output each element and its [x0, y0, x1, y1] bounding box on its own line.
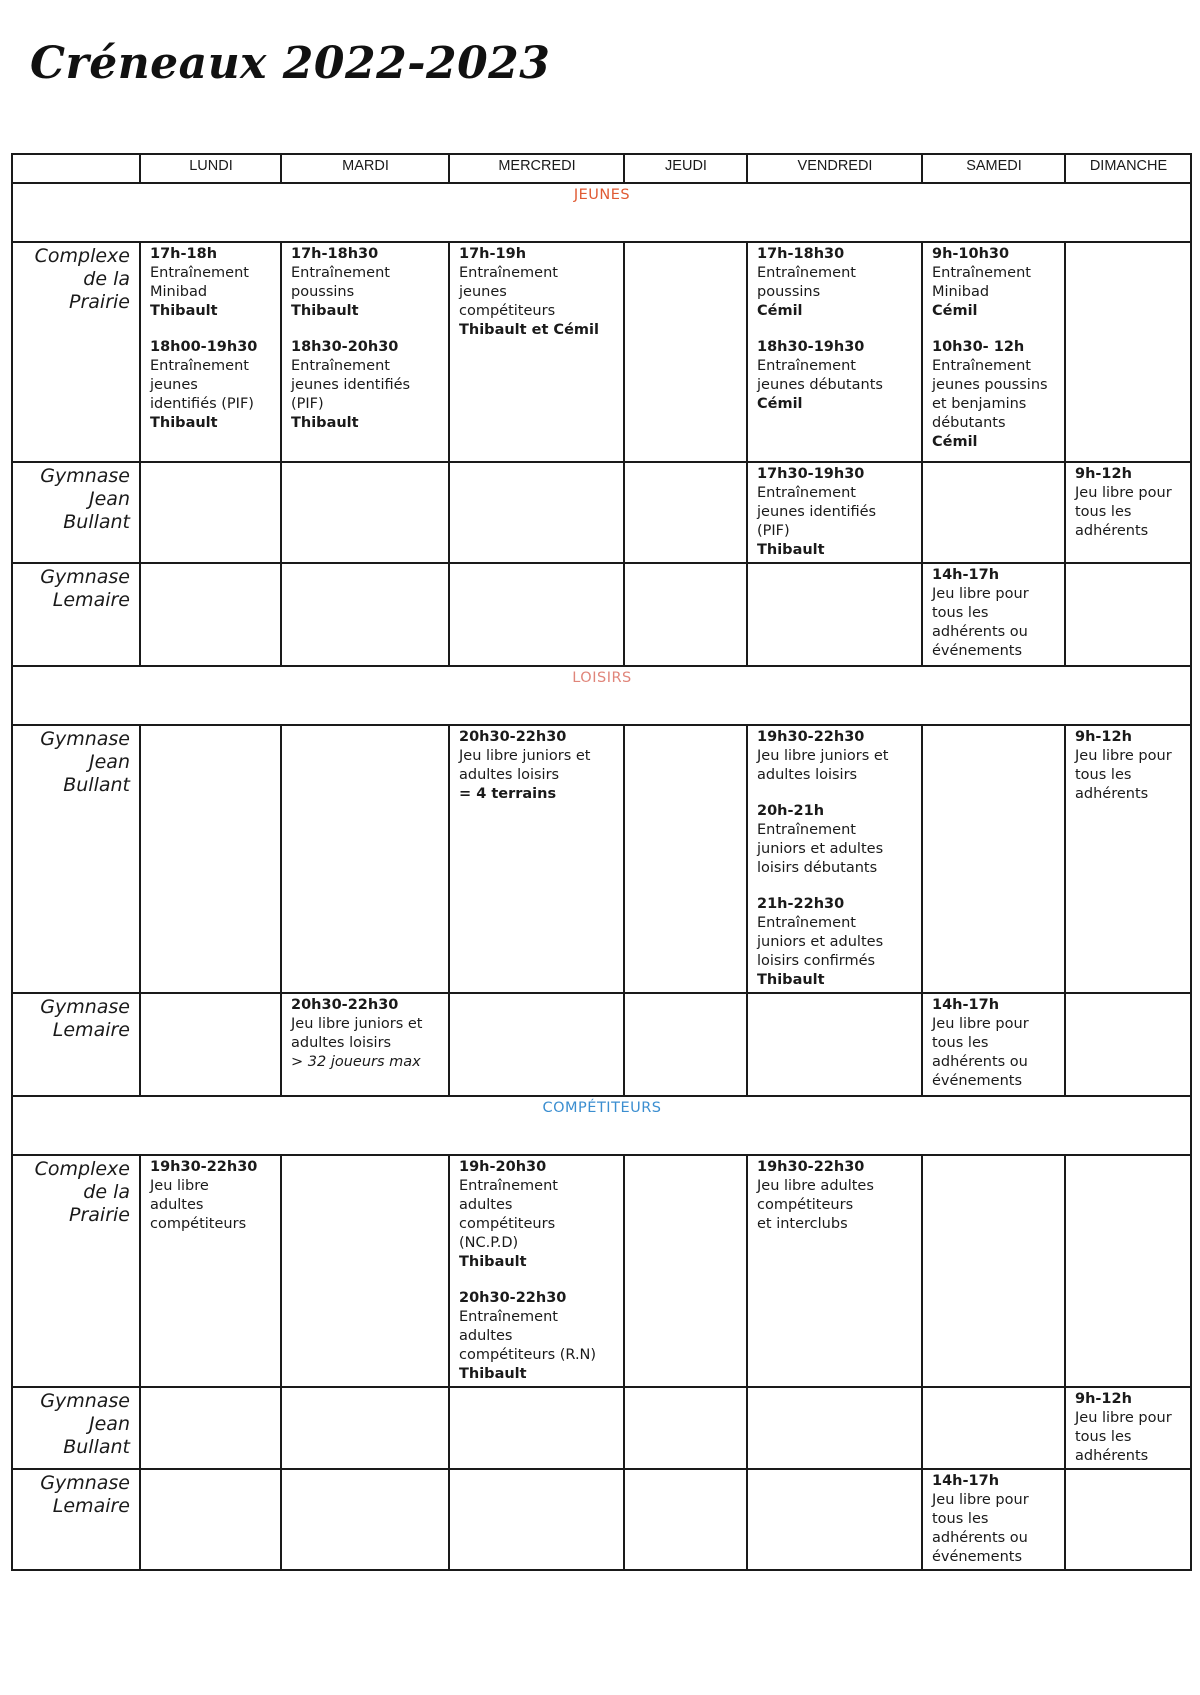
schedule-cell-mardi [281, 1387, 449, 1469]
time-slot [150, 245, 272, 321]
time-slot [459, 245, 615, 340]
schedule-cell-samedi [922, 1387, 1065, 1469]
time-slot [757, 802, 913, 878]
venue-label: Gymnase Jean Bullant [12, 1387, 140, 1469]
slot-description: Jeu libre pour tous les adhérents [1075, 1410, 1172, 1464]
schedule-cell-mardi [281, 1469, 449, 1570]
schedule-cell-vendredi [747, 242, 922, 462]
slot-description: Jeu libre pour tous les adhérents [1075, 485, 1172, 539]
slot-time: 9h-12h [1075, 1391, 1132, 1407]
time-slot [757, 728, 913, 785]
schedule-cell-vendredi [747, 1155, 922, 1387]
slot-description: Entraînement poussins [291, 265, 390, 300]
slot-coach: Cémil [757, 396, 803, 412]
slot-description: Entraînement jeunes débutants [757, 358, 883, 393]
schedule-cell-lundi [140, 1387, 281, 1469]
schedule-cell-mercredi [449, 1469, 624, 1570]
time-slot [150, 1158, 272, 1234]
slot-time: 14h-17h [932, 567, 1000, 583]
slot-coach: Thibault [757, 542, 825, 558]
slot-description: Jeu libre pour tous les adhérents ou événements [932, 1016, 1029, 1089]
venue-label: Gymnase Lemaire [12, 1469, 140, 1570]
venue-label: Complexe de la Prairie [12, 1155, 140, 1387]
slot-coach: Thibault [291, 415, 359, 431]
section-title-jeunes: JEUNES [12, 183, 1191, 242]
schedule-cell-vendredi [747, 462, 922, 563]
time-slot [459, 1158, 615, 1272]
time-slot [1075, 465, 1182, 541]
slot-time: 19h30-22h30 [757, 1159, 865, 1175]
time-slot [291, 996, 440, 1072]
slot-time: 20h30-22h30 [459, 1290, 567, 1306]
slot-time: 17h-18h [150, 246, 218, 262]
slot-time: 17h30-19h30 [757, 466, 865, 482]
slot-description: Entraînement Minibad [150, 265, 249, 300]
slot-time: 20h30-22h30 [291, 997, 399, 1013]
schedule-cell-samedi [922, 1469, 1065, 1570]
schedule-cell-dimanche [1065, 462, 1191, 563]
time-slot [932, 996, 1056, 1091]
time-slot [291, 338, 440, 433]
schedule-cell-samedi [922, 725, 1065, 993]
slot-time: 20h30-22h30 [459, 729, 567, 745]
slot-description: Entraînement Minibad [932, 265, 1031, 300]
schedule-cell-vendredi [747, 1469, 922, 1570]
schedule-cell-dimanche [1065, 993, 1191, 1096]
venue-label: Gymnase Jean Bullant [12, 462, 140, 563]
day-header-dimanche: DIMANCHE [1065, 154, 1191, 183]
schedule-cell-dimanche [1065, 1469, 1191, 1570]
schedule-cell-jeudi [624, 1155, 747, 1387]
slot-description: Jeu libre juniors et adultes loisirs [757, 748, 889, 783]
time-slot [459, 728, 615, 804]
time-slot [150, 338, 272, 433]
slot-time: 17h-19h [459, 246, 527, 262]
slot-time: 19h-20h30 [459, 1159, 547, 1175]
schedule-cell-mardi [281, 725, 449, 993]
slot-note: = 4 terrains [459, 786, 557, 802]
schedule-cell-dimanche [1065, 725, 1191, 993]
schedule-cell-samedi [922, 462, 1065, 563]
schedule-cell-lundi [140, 1155, 281, 1387]
venue-label: Gymnase Lemaire [12, 993, 140, 1096]
schedule-cell-lundi [140, 462, 281, 563]
schedule-cell-mercredi [449, 993, 624, 1096]
schedule-cell-mardi [281, 1155, 449, 1387]
slot-time: 14h-17h [932, 997, 1000, 1013]
time-slot [291, 245, 440, 321]
venue-label: Gymnase Jean Bullant [12, 725, 140, 993]
slot-time: 19h30-22h30 [150, 1159, 258, 1175]
slot-description: Jeu libre adultes compétiteurs et interclubs [757, 1178, 874, 1232]
time-slot [757, 465, 913, 560]
venue-row [12, 242, 1191, 462]
schedule-cell-mercredi [449, 462, 624, 563]
slot-coach: Thibault [150, 415, 218, 431]
slot-description: Entraînement jeunes poussins et benjamins débutants [932, 358, 1048, 431]
day-header-row [12, 154, 1191, 183]
venue-row [12, 1469, 1191, 1570]
slot-time: 14h-17h [932, 1473, 1000, 1489]
section-title-competiteurs: COMPÉTITEURS [12, 1096, 1191, 1155]
corner-cell [12, 154, 140, 183]
time-slot [1075, 1390, 1182, 1466]
slot-description: Entraînement adultes compétiteurs (NC.P.D) [459, 1178, 558, 1251]
schedule-table [11, 153, 1192, 1571]
schedule-cell-lundi [140, 563, 281, 666]
slot-time: 9h-10h30 [932, 246, 1010, 262]
slot-time: 17h-18h30 [291, 246, 379, 262]
slot-description: Entraînement adultes compétiteurs (R.N) [459, 1309, 597, 1363]
venue-label: Gymnase Lemaire [12, 563, 140, 666]
slot-coach: Thibault [757, 972, 825, 988]
slot-coach: Thibault [459, 1254, 527, 1270]
schedule-cell-mercredi [449, 1387, 624, 1469]
slot-coach: Thibault [150, 303, 218, 319]
schedule-cell-jeudi [624, 725, 747, 993]
slot-description: Entraînement jeunes identifiés (PIF) [291, 358, 411, 412]
schedule-cell-mardi [281, 462, 449, 563]
slot-description: Entraînement jeunes identifiés (PIF) [757, 485, 877, 539]
slot-coach: Cémil [757, 303, 803, 319]
schedule-cell-mercredi [449, 1155, 624, 1387]
schedule-cell-mardi [281, 993, 449, 1096]
slot-description: Jeu libre adultes compétiteurs [150, 1178, 247, 1232]
section-row [12, 666, 1191, 725]
slot-description: Jeu libre pour tous les adhérents ou événements [932, 1492, 1029, 1565]
day-header-vendredi: VENDREDI [747, 154, 922, 183]
schedule-cell-lundi [140, 725, 281, 993]
time-slot [1075, 728, 1182, 804]
schedule-cell-vendredi [747, 725, 922, 993]
schedule-cell-jeudi [624, 993, 747, 1096]
page-title: Créneaux 2022-2023 [30, 38, 551, 89]
slot-note: > 32 joueurs max [291, 1054, 421, 1070]
schedule-cell-lundi [140, 1469, 281, 1570]
schedule-cell-samedi [922, 993, 1065, 1096]
time-slot [459, 1289, 615, 1384]
schedule-cell-lundi [140, 993, 281, 1096]
schedule-cell-mercredi [449, 242, 624, 462]
schedule-cell-jeudi [624, 563, 747, 666]
time-slot [932, 1472, 1056, 1567]
schedule-cell-lundi [140, 242, 281, 462]
schedule-cell-jeudi [624, 462, 747, 563]
slot-description: Jeu libre juniors et adultes loisirs [459, 748, 591, 783]
slot-time: 18h30-20h30 [291, 339, 399, 355]
day-header-jeudi: JEUDI [624, 154, 747, 183]
schedule-cell-dimanche [1065, 242, 1191, 462]
schedule-cell-vendredi [747, 993, 922, 1096]
schedule-cell-dimanche [1065, 1155, 1191, 1387]
venue-row [12, 725, 1191, 993]
slot-description: Jeu libre pour tous les adhérents [1075, 748, 1172, 802]
slot-coach: Thibault et Cémil [459, 322, 599, 338]
schedule-cell-jeudi [624, 1387, 747, 1469]
schedule-cell-mercredi [449, 725, 624, 993]
slot-description: Jeu libre pour tous les adhérents ou événements [932, 586, 1029, 659]
slot-coach: Cémil [932, 434, 978, 450]
schedule-cell-mardi [281, 563, 449, 666]
venue-row [12, 993, 1191, 1096]
schedule-cell-mercredi [449, 563, 624, 666]
slot-description: Jeu libre juniors et adultes loisirs [291, 1016, 423, 1051]
schedule-cell-vendredi [747, 563, 922, 666]
time-slot [757, 245, 913, 321]
venue-row [12, 1155, 1191, 1387]
slot-description: Entraînement jeunes compétiteurs [459, 265, 558, 319]
slot-time: 18h00-19h30 [150, 339, 258, 355]
slot-time: 18h30-19h30 [757, 339, 865, 355]
slot-time: 17h-18h30 [757, 246, 845, 262]
venue-row [12, 462, 1191, 563]
day-header-mardi: MARDI [281, 154, 449, 183]
time-slot [757, 1158, 913, 1234]
section-row [12, 1096, 1191, 1155]
schedule-body [12, 183, 1191, 1570]
slot-coach: Cémil [932, 303, 978, 319]
time-slot [757, 338, 913, 414]
time-slot [757, 895, 913, 990]
schedule-cell-dimanche [1065, 1387, 1191, 1469]
time-slot [932, 245, 1056, 321]
schedule-cell-dimanche [1065, 563, 1191, 666]
time-slot [932, 566, 1056, 661]
day-header-lundi: LUNDI [140, 154, 281, 183]
day-header-mercredi: MERCREDI [449, 154, 624, 183]
schedule-cell-jeudi [624, 242, 747, 462]
slot-time: 10h30- 12h [932, 339, 1025, 355]
slot-coach: Thibault [459, 1366, 527, 1382]
slot-time: 9h-12h [1075, 729, 1132, 745]
day-header-samedi: SAMEDI [922, 154, 1065, 183]
venue-label: Complexe de la Prairie [12, 242, 140, 462]
time-slot [932, 338, 1056, 452]
slot-description: Entraînement juniors et adultes loisirs débutants [757, 822, 884, 876]
slot-time: 21h-22h30 [757, 896, 845, 912]
slot-time: 20h-21h [757, 803, 825, 819]
schedule-cell-samedi [922, 242, 1065, 462]
venue-row [12, 563, 1191, 666]
schedule-cell-jeudi [624, 1469, 747, 1570]
slot-time: 9h-12h [1075, 466, 1132, 482]
section-row [12, 183, 1191, 242]
schedule-cell-vendredi [747, 1387, 922, 1469]
schedule-cell-mardi [281, 242, 449, 462]
section-title-loisirs: LOISIRS [12, 666, 1191, 725]
slot-description: Entraînement poussins [757, 265, 856, 300]
slot-time: 19h30-22h30 [757, 729, 865, 745]
schedule-cell-samedi [922, 1155, 1065, 1387]
venue-row [12, 1387, 1191, 1469]
slot-description: Entraînement juniors et adultes loisirs confirmés [757, 915, 884, 969]
schedule-cell-samedi [922, 563, 1065, 666]
slot-coach: Thibault [291, 303, 359, 319]
slot-description: Entraînement jeunes identifiés (PIF) [150, 358, 254, 412]
